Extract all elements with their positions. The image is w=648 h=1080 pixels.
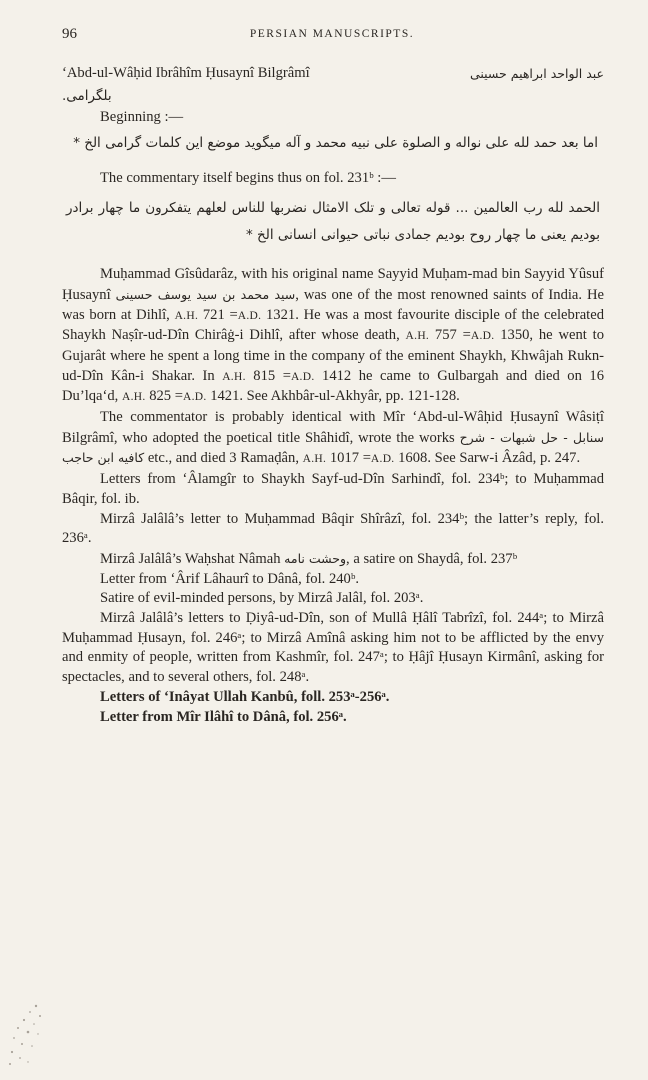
- author-name: ‘Abd-ul-Wâḥid Ibrâhîm Ḥusaynî Bilgrâmî: [62, 65, 310, 81]
- commentary-arabic: الحمد لله رب العالمین ... قوله تعالی و تلک الامثال نضربها للناس لعلهم یتفکرون ما چهار برادر بودیم یعنی ما چهار روح بودیم جمادی نباتی حیوانی انسانی الخ *: [66, 200, 600, 244]
- entry-jalala-letters-diya: Mirzâ Jalâlâ’s letters to Ḍiyâ-ud-Dîn, son of Mullâ Ḥâlî Tabrîzî, fol. 244ᵃ; to Mirzâ Muḥammad Ḥusayn, fol. 246ᵃ; to Mirzâ Amînâ asking him not to be afflicted by the envy and enmity of people, written from Kashmîr, fol. 247ᵃ; to Ḥâjî Ḥusayn Kirmânî, asking for spectacles, and to several others, fol. 248ᵃ.: [62, 610, 604, 686]
- running-title: PERSIAN MANUSCRIPTS.: [249, 28, 415, 40]
- entry-arif-letter: Letter from ‘Ârif Lâhaurî to Dânâ, fol. 240ᵇ.: [100, 570, 360, 587]
- paper-stain-speckles: [6, 1000, 52, 1070]
- entry-inayat-letters: Letters of ‘Inâyat Ullah Kanbû, foll. 253ᵃ-256ᵃ.: [100, 688, 390, 705]
- running-header: [62, 26, 602, 46]
- author-name-arabic-cont: [62, 84, 604, 108]
- entry-jalala-letter: Mirzâ Jalâlâ’s letter to Muḥammad Bâqir Shîrâzî, fol. 234ᵇ; the latter’s reply, fol. 236ᵃ.: [62, 510, 604, 547]
- entry-satire: Satire of evil-minded persons, by Mirzâ Jalâl, fol. 203ᵃ.: [100, 590, 424, 607]
- entry-alamgir-letters: Letters from ‘Âlamgîr to Shaykh Sayf-ud-Dîn Sarhindî, fol. 234ᵇ; to Muḥammad Bâqir, fol. ib.: [62, 471, 604, 507]
- commentator-paragraph: The commentator is probably identical with Mîr ‘Abd-ul-Wâḥid Ḥusaynî Wâsiṭî Bilgrâmî, who adopted the poetical title Shâhidî, wrote the works سنابل - حل شبهات - شرح کافیه ابن حاجب etc., and died 3 Ramaḍân, A.H. 1017 =A.D. 1608. See Sarw-i Âzâd, p. 247.: [62, 409, 604, 467]
- page-body: [62, 64, 604, 727]
- beginning-label: Beginning :—: [100, 108, 184, 125]
- entry-wahshat-namah: Mirzâ Jalâlâ’s Waḥshat Nâmah وحشت نامه, a satire on Shaydâ, fol. 237ᵇ: [100, 550, 518, 567]
- biography-paragraph: Muḥammad Gîsûdarâz, with his original name Sayyid Muḥam-mad bin Sayyid Yûsuf Ḥusaynî سید محمد بن سید یوسف حسینی, was one of the most renowned saints of India. He was born at Dihlî, A.H. 721 =A.D. 1321. He was a most favourite disciple of the celebrated Shaykh Naṣîr-ud-Dîn Chirâġ-i Dihlî, after whose death, A.H. 757 =A.D. 1350, he went to Gujarât where he spent a long time in the company of the eminent Shaykh, Khwâjah Rukn-ud-Dîn Kân-i Shakar. In A.H. 815 =A.D. 1412 he came to Gulbargah and died on 16 Du’lqa‘d, A.H. 825 =A.D. 1421. See Akhbâr-ul-Akhyâr, pp. 121-128.: [62, 266, 605, 405]
- author-line: [62, 64, 604, 84]
- commentary-intro: The commentary itself begins thus on fol. 231ᵇ :—: [100, 170, 396, 187]
- page-number: 96: [62, 26, 77, 42]
- entry-ilahi-letter: Letter from Mîr Ilâhî to Dânâ, fol. 256ᵃ.: [100, 708, 347, 725]
- beginning-arabic: اما بعد حمد لله علی نواله و الصلوة علی نبیه محمد و آله میگوید موضع این کلمات گرامی الخ *: [73, 135, 598, 152]
- author-name-arabic: عبد الواحد ابراهیم حسینی: [469, 66, 604, 81]
- author-nisba-arabic: بلگرامی.: [62, 87, 112, 104]
